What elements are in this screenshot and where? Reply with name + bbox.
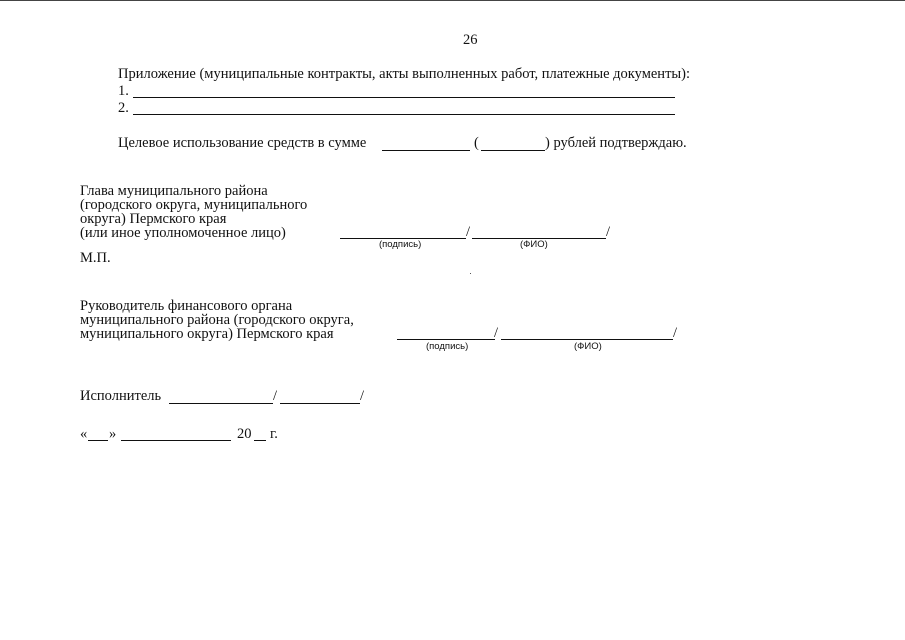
finance-separator: / [494, 325, 499, 341]
head-signature-caption: (подпись) [379, 239, 422, 250]
page-number: 26 [463, 32, 478, 48]
head-title-line-3: округа) Пермского края [80, 211, 227, 227]
head-end-slash: / [606, 224, 611, 240]
finance-name-caption: (ФИО) [574, 341, 602, 352]
finance-title-line-3: муниципального округа) Пермского края [80, 326, 334, 342]
head-title-line-4: (или иное уполномоченное лицо) [80, 225, 286, 241]
date-month-line [121, 440, 231, 441]
date-year-prefix: 20 [237, 426, 252, 442]
date-close-quote: » [109, 426, 117, 442]
attachment-item-1-number: 1. [118, 83, 129, 99]
head-title-line-1: Глава муниципального района [80, 183, 268, 199]
purpose-text: Целевое использование средств в сумме [118, 135, 367, 151]
finance-title-line-1: Руководитель финансового органа [80, 298, 293, 314]
finance-signature-line [397, 339, 495, 340]
date-year-line [254, 440, 266, 441]
executor-label: Исполнитель [80, 388, 162, 404]
date-year-suffix: г. [270, 426, 278, 442]
attachment-item-1-line [133, 97, 675, 98]
attachment-item-2-line [133, 114, 675, 115]
executor-name-line [280, 403, 360, 404]
attachment-item-2-number: 2. [118, 100, 129, 116]
head-separator: / [466, 224, 471, 240]
attachment-title: Приложение (муниципальные контракты, акты выполненных работ, платежные документы): [118, 66, 691, 82]
purpose-amount-line [382, 150, 470, 151]
purpose-paren-open: ( [474, 135, 479, 151]
executor-end-slash: / [360, 388, 365, 404]
finance-name-line [501, 339, 673, 340]
date-day-line [88, 440, 108, 441]
purpose-amount-words-line [481, 150, 545, 151]
executor-signature-line [169, 403, 273, 404]
date-open-quote: « [80, 426, 88, 442]
executor-separator: / [273, 388, 278, 404]
seal-label: М.П. [80, 250, 111, 266]
scan-speck [470, 273, 471, 274]
scan-top-edge [0, 0, 905, 1]
head-name-caption: (ФИО) [520, 239, 548, 250]
finance-signature-caption: (подпись) [426, 341, 469, 352]
head-title-line-2: (городского округа, муниципального [80, 197, 308, 213]
finance-end-slash: / [673, 325, 678, 341]
finance-title-line-2: муниципального района (городского округа, [80, 312, 354, 328]
purpose-text-after: ) рублей подтверждаю. [545, 135, 687, 151]
